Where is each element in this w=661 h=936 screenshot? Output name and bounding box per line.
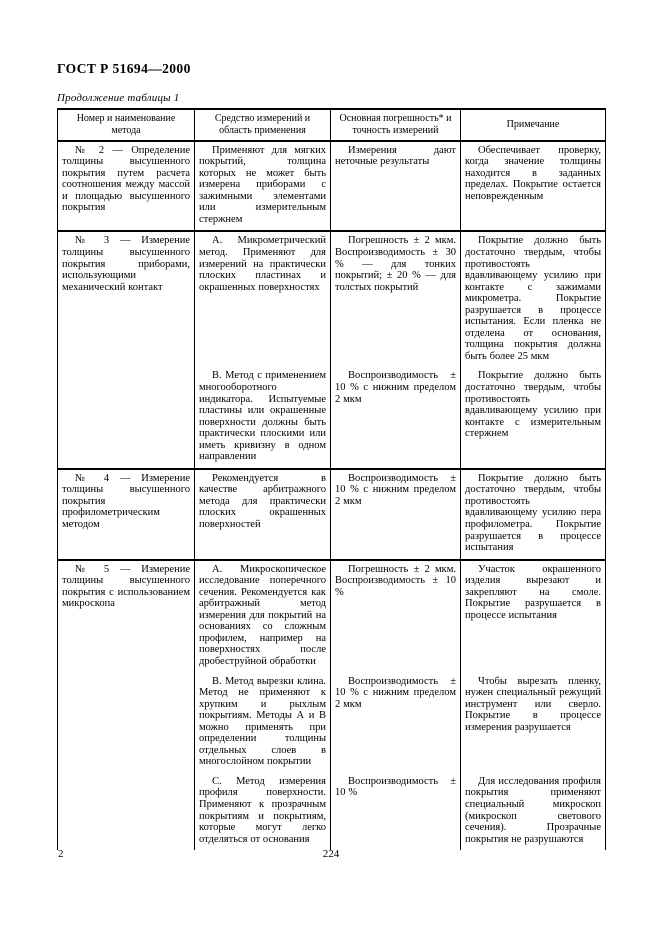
means-cell bbox=[195, 367, 331, 468]
accuracy-cell bbox=[331, 773, 461, 850]
accuracy-text: Воспроизводимость ± 10 % с нижним пределом 2 мкм bbox=[335, 370, 456, 405]
means-cell bbox=[195, 560, 331, 673]
accuracy-cell bbox=[331, 673, 461, 773]
accuracy-text: Погрешность ± 2 мкм. Воспроизводимость ± 30 % — для тонких покрытий; ± 20 % — для толстых покрытий bbox=[335, 235, 456, 293]
accuracy-cell bbox=[331, 469, 461, 560]
col-header-means: Средство измерений и область применения bbox=[195, 109, 331, 141]
accuracy-text: Погрешность ± 2 мкм. Воспроизводимость ± 10 % bbox=[335, 563, 456, 598]
means-text: В. Метод с применением многооборотного индикатора. Испытуемые пластины или окрашенные поверхности должны быть практически плоскими или иметь кривизну в одном направлении bbox=[199, 370, 326, 463]
accuracy-cell bbox=[331, 141, 461, 232]
means-text: Применяют для мягких покрытий, толщина которых не может быть измерена приборами с зажимными элементами или измерительным стержнем bbox=[199, 144, 326, 225]
means-text: А. Микроскопическое исследование поперечного сечения. Рекомендуется как арбитражный метод измерения для покрытий на основаниях со сложным профилем, например на поверхностях после дробеструйной обработки bbox=[199, 563, 326, 668]
method-cell bbox=[58, 560, 195, 851]
accuracy-text: Воспроизводимость ± 10 % bbox=[335, 775, 456, 799]
page-footer bbox=[57, 848, 605, 860]
means-cell bbox=[195, 469, 331, 560]
method-text: № 3 — Измерение толщины высушенного покрытия приборами, использующими механический контакт bbox=[62, 235, 190, 293]
note-text: Покрытие должно быть достаточно твердым, чтобы противостоять вдавливающему усилию при контакте с измерительным стержнем bbox=[465, 370, 601, 440]
page-number-center: 224 bbox=[322, 848, 340, 860]
note-cell bbox=[461, 673, 606, 773]
table-header bbox=[58, 109, 606, 141]
method-cell bbox=[58, 231, 195, 468]
note-text: Покрытие должно быть достаточно твердым, чтобы противостоять вдавливающему усилию при контакте с зажимами микрометра. Покрытие разрушается в процессе испытания. Если пленка не отделена от основания, толщина покрытия должна быть более 25 мкм bbox=[465, 235, 601, 362]
method-text: № 2 — Определение толщины высушенного покрытия путем расчета соотношения между массой и площадью высушенного покрытия bbox=[62, 144, 190, 214]
col-header-method: Номер и наименование метода bbox=[58, 109, 195, 141]
accuracy-cell bbox=[331, 560, 461, 673]
means-cell bbox=[195, 673, 331, 773]
means-text: С. Метод измерения профиля поверхности. Применяют к прозрачным покрытиям и покрытиям, которые могут легко отделяться от основания bbox=[199, 775, 326, 845]
means-text: В. Метод вырезки клина. Метод не применяют к хрупким и рыхлым покрытиям. Методы А и В можно применять при определении толщины отдельных слоев в многослойном покрытии bbox=[199, 675, 326, 768]
col-header-accuracy: Основная погрешность* и точность измерений bbox=[331, 109, 461, 141]
document-number: ГОСТ Р 51694—2000 bbox=[57, 61, 191, 76]
note-cell bbox=[461, 141, 606, 232]
table-row bbox=[58, 231, 606, 367]
header-row bbox=[58, 109, 606, 141]
note-text: Для исследования профиля покрытия применяют специальный микроскоп (микроскоп светового сечения). Прозрачные покрытия не разрушаются bbox=[465, 775, 601, 845]
table-body bbox=[58, 141, 606, 851]
col-header-note: Примечание bbox=[461, 109, 606, 141]
note-cell bbox=[461, 773, 606, 850]
method-text: № 5 — Измерение толщины высушенного покрытия с использованием микроскопа bbox=[62, 563, 190, 610]
table-row bbox=[58, 560, 606, 673]
note-cell bbox=[461, 231, 606, 367]
means-cell bbox=[195, 141, 331, 232]
note-cell bbox=[461, 560, 606, 673]
note-text: Обеспечивает проверку, когда значение толщины находится в заданных пределах. Покрытие остается неповрежденным bbox=[465, 144, 601, 202]
means-text: А. Микрометрический метод. Применяют для измерений на практически плоских пластинах и окрашенных поверхностях bbox=[199, 235, 326, 293]
note-text: Покрытие должно быть достаточно твердым, чтобы противостоять вдавливающему усилию пера профилометра. Покрытие разрушается в процессе испытания bbox=[465, 472, 601, 554]
table-caption: Продолжение таблицы 1 bbox=[57, 92, 180, 104]
method-cell bbox=[58, 469, 195, 560]
accuracy-text: Измерения дают неточные результаты bbox=[335, 144, 456, 168]
accuracy-cell bbox=[331, 367, 461, 468]
note-cell bbox=[461, 367, 606, 468]
method-cell bbox=[58, 141, 195, 232]
accuracy-cell bbox=[331, 231, 461, 367]
accuracy-text: Воспроизводимость ± 10 % с нижним пределом 2 мкм bbox=[335, 472, 456, 507]
means-cell bbox=[195, 773, 331, 850]
page-number-left: 2 bbox=[58, 848, 64, 860]
accuracy-text: Воспроизводимость ± 10 % с нижним пределом 2 мкм bbox=[335, 675, 456, 710]
note-cell bbox=[461, 469, 606, 560]
method-text: № 4 — Измерение толщины высушенного покрытия профилометрическим методом bbox=[62, 472, 190, 530]
table-row bbox=[58, 141, 606, 232]
methods-table bbox=[57, 108, 606, 850]
note-text: Участок окрашенного изделия вырезают и закрепляют на смоле. Покрытие разрушается в процессе испытания bbox=[465, 563, 601, 621]
table-row bbox=[58, 469, 606, 560]
means-cell bbox=[195, 231, 331, 367]
means-text: Рекомендуется в качестве арбитражного метода для практически плоских окрашенных поверхностей bbox=[199, 472, 326, 530]
note-text: Чтобы вырезать пленку, нужен специальный режущий инструмент или сверло. Покрытие в процессе измерения разрушается bbox=[465, 675, 601, 733]
